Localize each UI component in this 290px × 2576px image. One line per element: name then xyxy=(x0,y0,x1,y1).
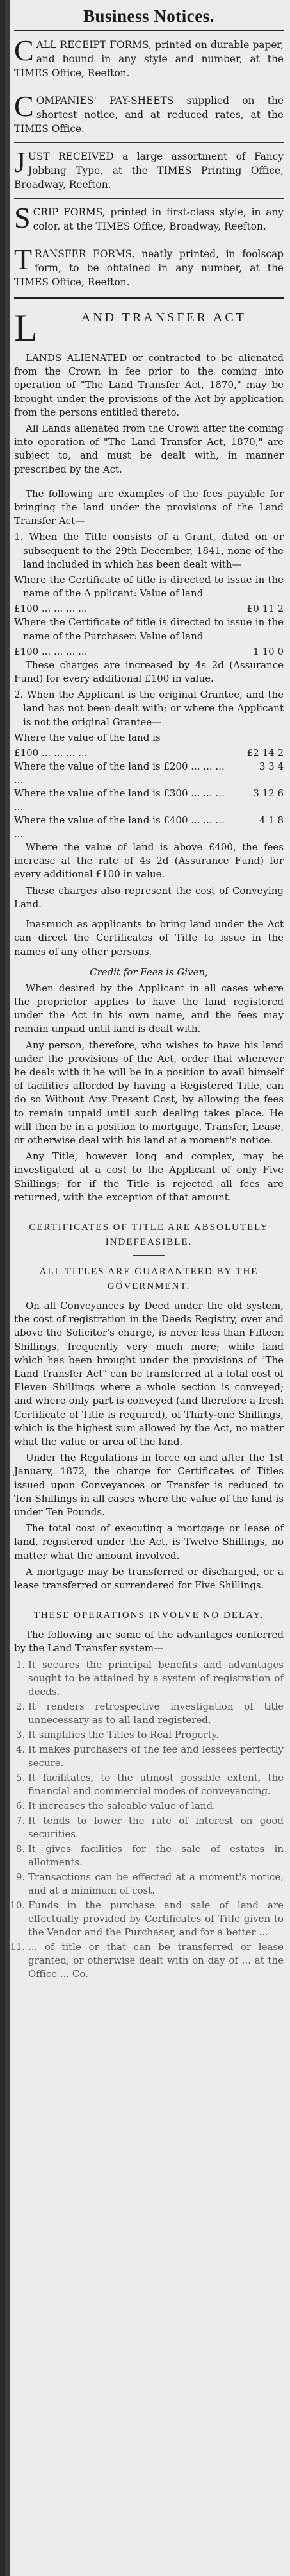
drop-cap: L xyxy=(14,307,40,349)
notice-pay-sheets xyxy=(14,90,284,136)
fee-case-1-purchaser: Where the Certificate of title is directed to issue in the name of the Purchaser: Value of land xyxy=(14,616,284,642)
drop-cap: S xyxy=(14,201,31,234)
guarantee-heading: ALL TITLES ARE GUARANTEED BY THE GOVERNMENT. xyxy=(39,1266,259,1292)
fee-case-1-applicant: Where the Certificate of title is directed to issue in the name of the A pplicant: Value of land xyxy=(14,574,284,600)
credit-paragraph: Any Title, however long and complex, may be investigated at a cost to the Applicant of only Five Shillings; for if the Title is rejected all fees are returned, with the exception of that amount. xyxy=(14,1150,284,1203)
fee-note: These charges are increased by 4s 2d (Assurance Fund) for every additional £100 in value. xyxy=(14,659,284,685)
notice-text: OMPANIES' PAY-SHEETS supplied on the shortest notice, and at reduced rates, at the TIMES Office. xyxy=(14,95,284,135)
list-item: 7. It tends to lower the rate of interest on good securities. xyxy=(28,1814,284,1841)
fee-note: These charges also represent the cost of Conveying Land. xyxy=(14,884,284,910)
notice-jobbing-type xyxy=(14,146,284,192)
list-item: 1. It secures the principal benefits and advantages sought to be attained by a system of registration of deeds. xyxy=(28,1658,284,1699)
land-act-paragraph: Inasmuch as applicants to bring land under the Act can direct the Certificates of Title to issue in the names of any other persons. xyxy=(14,918,284,957)
list-item: 10. Funds in the purchase and sale of land are effectually provided by Certificates of Title given to the Vendor and the Purchaser, and for a better ... xyxy=(28,1899,284,1939)
drop-cap: C xyxy=(14,90,34,122)
certificates-paragraph: On all Conveyances by Deed under the old system, the cost of registration in the Deeds Registry, over and above the Solicitor's charge, is never less than Fifteen Shillings, frequently very much more; while land which has been brought under the provisions of "The Land Transfer Act" can be transferred at a total cost of Eleven Shillings where a whole section is conveyed; and where only part is conveyed (and therefore a fresh Certificate of Title is required), of Thirty-one Shillings, which is the highest sum allowed by the Act, no matter what the value or area of the land. xyxy=(14,1299,284,1447)
divider xyxy=(14,142,284,143)
divider xyxy=(14,198,284,199)
fee-case-2: 2. When the Applicant is the original Grantee, and the land has not been dealt with; or where the Applicant is not the original Grantee— xyxy=(14,689,284,728)
operations-intro: The following are some of the advantages conferred by the Land Transfer system— xyxy=(14,1629,284,1654)
fee-row: £100 ... ... ... ... 1 10 0 xyxy=(14,645,284,657)
land-transfer-act-heading xyxy=(14,307,284,349)
certificates-paragraph: Under the Regulations in force on and after the 1st January, 1872, the charge for Certificates of Titles issued upon Conveyances or Transfer is reduced to Ten Shillings in all cases where the value of the land is under Ten Pounds. xyxy=(14,1452,284,1518)
advantages-list xyxy=(14,1658,284,1981)
page-title: Business Notices. xyxy=(83,6,214,26)
drop-cap: J xyxy=(14,146,26,178)
divider xyxy=(14,30,284,31)
fee-note: Where the value of land is above £400, the fees increase at the rate of 4s 2d (Assurance Fund) for every additional £100 in value. xyxy=(14,841,284,880)
notice-scrip-forms xyxy=(14,201,284,234)
fee-row: Where the value of the land is £400 ... ... ... ... 4 1 8 xyxy=(14,814,284,840)
notice-text: UST RECEIVED a large assortment of Fancy Jobbing Type, at the TIMES Printing Office, Broadway, Reefton. xyxy=(14,151,284,190)
list-item: 8. It gives facilities for the sale of estates in allotments. xyxy=(28,1842,284,1869)
drop-cap: T xyxy=(14,243,33,276)
certificates-paragraph: The total cost of executing a mortgage or lease of land, registered under the Act, is Twelve Shillings, no matter what the amount involved. xyxy=(14,1522,284,1562)
list-item: 6. It increases the saleable value of land. xyxy=(28,1799,284,1813)
fee-case-1: 1. When the Title consists of a Grant, dated on or subsequent to the 29th December, 1841, none of the land included in which has been dealt with— xyxy=(14,531,284,570)
fee-case-2-value: Where the value of the land is xyxy=(14,731,161,743)
list-item: 9. Transactions can be effected at a moment's notice, and at a minimum of cost. xyxy=(28,1871,284,1898)
list-item: 3. It simplifies the Titles to Real Property. xyxy=(28,1728,284,1742)
fee-row: Where the value of the land is £200 ... ... ... ... 3 3 4 xyxy=(14,761,284,786)
divider xyxy=(14,297,284,299)
list-item: 11. ... of title or that can be transferred or lease granted, or otherwise dealt with on day of ... at the Office ... Co. xyxy=(28,1940,284,1981)
divider xyxy=(133,1255,165,1256)
land-act-paragraph: The following are examples of the fees payable for bringing the land under the provisions of the Land Transfer Act— xyxy=(14,487,284,527)
credit-heading: Credit for Fees is Given, xyxy=(90,966,208,978)
notice-text: CRIP FORMS, printed in first-class style, in any color, at the TIMES Office, Broadway, Reefton. xyxy=(33,206,284,232)
column-edge xyxy=(5,0,10,2576)
notice-text: RANSFER FORMS, neatly printed, in foolscap form, to be obtained in any number, at the TIMES Office, Reefton. xyxy=(14,248,284,288)
list-item: 4. It makes purchasers of the fee and lessees perfectly secure. xyxy=(28,1743,284,1770)
certificates-paragraph: A mortgage may be transferred or discharged, or a lease transferred or surrendered for Five Shillings. xyxy=(14,1565,284,1592)
list-item: 2. It renders retrospective investigation of title unnecessary as to all land registered. xyxy=(28,1700,284,1727)
fee-row: £100 ... ... ... ... £0 11 2 xyxy=(14,603,284,615)
list-item: 5. It facilitates, to the utmost possible extent, the financial and commercial modes of conveyancing. xyxy=(28,1771,284,1798)
credit-paragraph: When desired by the Applicant in all cases where the proprietor applies to have the land registered under the Act in his own name, and the fees may remain unpaid until land is dealt with. xyxy=(14,982,284,1035)
notice-transfer-forms xyxy=(14,243,284,289)
fee-row: £100 ... ... ... ... £2 14 2 xyxy=(14,747,284,759)
notice-text: ALL RECEIPT FORMS, printed on durable paper, and bound in any style and number, at the TIMES Office, Reefton. xyxy=(14,39,284,79)
land-act-paragraph: LANDS ALIENATED or contracted to be alienated from the Crown in fee prior to the coming into operation of "The Land Transfer Act, 1870," may be brought under the provisions of the Act by application from the persons entitled thereto. xyxy=(14,352,284,418)
operations-heading: THESE OPERATIONS INVOLVE NO DELAY. xyxy=(33,1610,264,1621)
credit-paragraph: Any person, therefore, who wishes to have his land under the provisions of the Act, order that wherever he deals with it he will be in a position to avail himself of facilities afforded by having a Registered Title, can do so Without Any Present Cost, by allowing the fees to remain unpaid until such dealing takes place. He will then be in a position to mortgage, Transfer, Lease, or otherwise deal with his land at a moment's notice. xyxy=(14,1039,284,1146)
certificates-heading: CERTIFICATES OF TITLE ARE ABSOLUTELY INDEFEASIBLE. xyxy=(29,1222,269,1247)
fee-row: Where the value of the land is £300 ... ... ... ... 3 12 6 xyxy=(14,787,284,813)
drop-cap: C xyxy=(14,34,34,67)
notice-receipt-forms xyxy=(14,34,284,80)
heading-text: AND TRANSFER ACT xyxy=(81,310,246,324)
land-act-paragraph: All Lands alienated from the Crown after the coming into operation of "The Land Transfer Act, 1870," are subject to, and must be dealt with, in manner prescribed by the Act. xyxy=(14,423,284,475)
